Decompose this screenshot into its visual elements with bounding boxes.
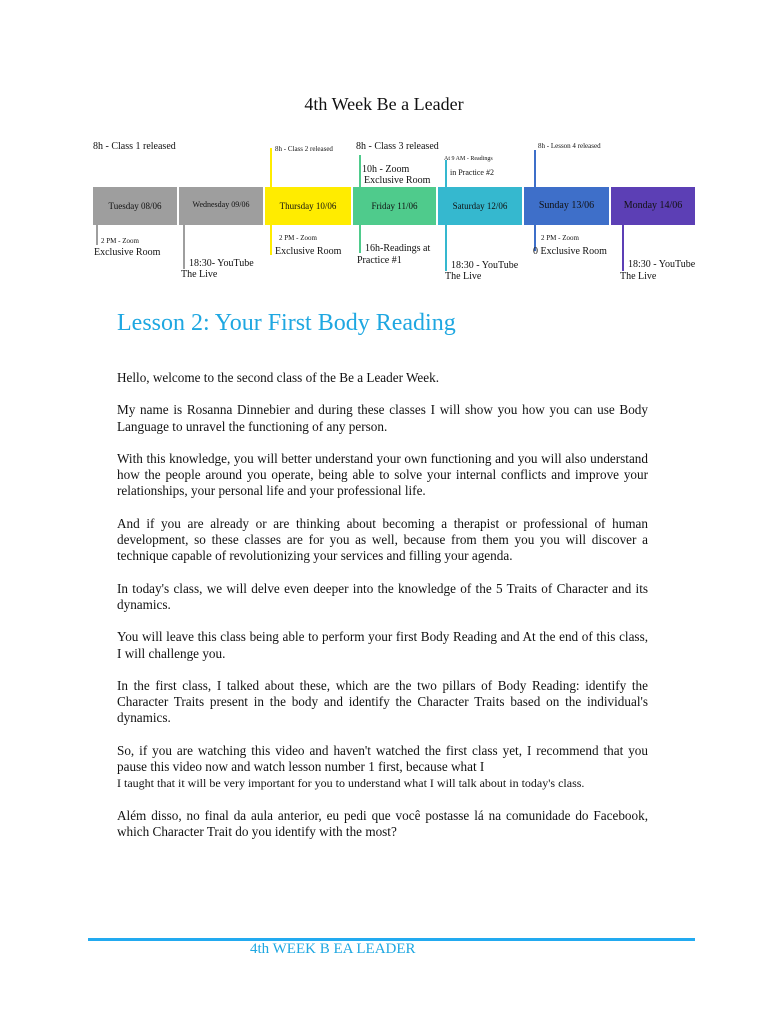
paragraph: And if you are already or are thinking about becoming a therapist or professional of human development, so these classes are for you as well, because from them you you will discover a technique capable of revolutionizing your services and filling your agenda. bbox=[117, 515, 648, 564]
label-wed-live: The Live bbox=[181, 269, 218, 280]
label-wed-youtube: 18:30- YouTube bbox=[189, 258, 254, 269]
paragraph: In the first class, I talked about these, which are the two pillars of Body Reading: identify the Character Traits present in the body and identify the Character Traits based on the individual's dynamics. bbox=[117, 677, 648, 726]
label-sat-live: The Live bbox=[445, 271, 482, 282]
day-box-wednesday bbox=[179, 187, 263, 225]
paragraph: In today's class, we will delve even deeper into the knowledge of the 5 Traits of Character and its dynamics. bbox=[117, 580, 648, 612]
label-mon-youtube: 18:30 - YouTube bbox=[628, 259, 696, 270]
day-label: Monday 14/06 bbox=[623, 200, 683, 211]
day-box-thursday bbox=[265, 187, 351, 225]
label-class2: 8h - Class 2 released bbox=[275, 145, 333, 153]
paragraph: With this knowledge, you will better understand your own functioning and you will also understand how the people around you operate, being able to solve your internal conflicts and improve your relationships, your personal life and your professional life. bbox=[117, 450, 648, 499]
connector-line bbox=[183, 225, 185, 269]
day-label: Friday 11/06 bbox=[371, 201, 418, 211]
label-mon-live: The Live bbox=[620, 271, 657, 282]
connector-line bbox=[359, 155, 361, 187]
label-sun-zoom: 2 PM - Zoom bbox=[541, 234, 579, 242]
day-box-monday bbox=[611, 187, 695, 225]
label-sun-room: 0 Exclusive Room bbox=[533, 246, 607, 257]
label-thu-room: Exclusive Room bbox=[275, 246, 342, 257]
label-readings-saturday: At 9 AM - Readings bbox=[444, 156, 493, 162]
label-class1: 8h - Class 1 released bbox=[93, 141, 176, 152]
page-title: 4th Week Be a Leader bbox=[304, 94, 464, 114]
day-box-friday bbox=[353, 187, 436, 225]
footer-text: 4th WEEK B EA LEADER bbox=[250, 941, 416, 957]
label-fri-readings: 16h-Readings at bbox=[365, 243, 431, 254]
day-label: Wednesday 09/06 bbox=[192, 200, 250, 209]
paragraph: So, if you are watching this video and haven't watched the first class yet, I recommend that you pause this video now and watch lesson number 1 first, because what I bbox=[117, 742, 648, 775]
day-box-saturday bbox=[438, 187, 522, 225]
lesson-body bbox=[117, 370, 648, 856]
paragraph: My name is Rosanna Dinnebier and during these classes I will show you how you can use Body Language to unravel the functioning of any person. bbox=[117, 402, 648, 434]
label-readings-saturday-2: in Practice #2 bbox=[450, 168, 494, 177]
label-tue-zoom: 2 PM - Zoom bbox=[101, 237, 139, 245]
label-room-friday: Exclusive Room bbox=[364, 175, 431, 186]
lesson-title: Lesson 2: Your First Body Reading bbox=[117, 310, 456, 336]
paragraph-small: I taught that it will be very important for you to understand what I will talk about in today's class. bbox=[117, 776, 585, 791]
label-tue-room: Exclusive Room bbox=[94, 247, 161, 258]
paragraph: Hello, welcome to the second class of the Be a Leader Week. bbox=[117, 370, 440, 385]
connector-line bbox=[270, 148, 272, 187]
paragraph: Além disso, no final da aula anterior, eu pedi que você postasse lá na comunidade do Facebook, which Character Trait do you identify with the most? bbox=[117, 807, 648, 839]
label-class3: 8h - Class 3 released bbox=[356, 141, 439, 152]
label-lesson4: 8h - Lesson 4 released bbox=[538, 142, 601, 150]
connector-line bbox=[96, 225, 98, 245]
connector-line bbox=[622, 225, 624, 271]
label-zoom-friday: 10h - Zoom bbox=[362, 164, 410, 175]
connector-line bbox=[270, 225, 272, 255]
day-label: Tuesday 08/06 bbox=[108, 201, 162, 211]
day-box-tuesday bbox=[93, 187, 177, 225]
label-sat-youtube: 18:30 - YouTube bbox=[451, 260, 519, 271]
day-label: Sunday 13/06 bbox=[538, 200, 595, 211]
day-label: Saturday 12/06 bbox=[452, 201, 508, 211]
label-thu-zoom: 2 PM - Zoom bbox=[279, 234, 317, 242]
connector-line bbox=[359, 225, 361, 253]
schedule-timeline bbox=[0, 0, 768, 300]
paragraph: You will leave this class being able to perform your first Body Reading and At the end of this class, I will challenge you. bbox=[117, 629, 648, 661]
day-label: Thursday 10/06 bbox=[279, 201, 337, 211]
label-fri-readings-2: Practice #1 bbox=[357, 255, 402, 266]
day-box-sunday bbox=[524, 187, 609, 225]
connector-line bbox=[534, 150, 536, 187]
connector-line bbox=[445, 225, 447, 271]
